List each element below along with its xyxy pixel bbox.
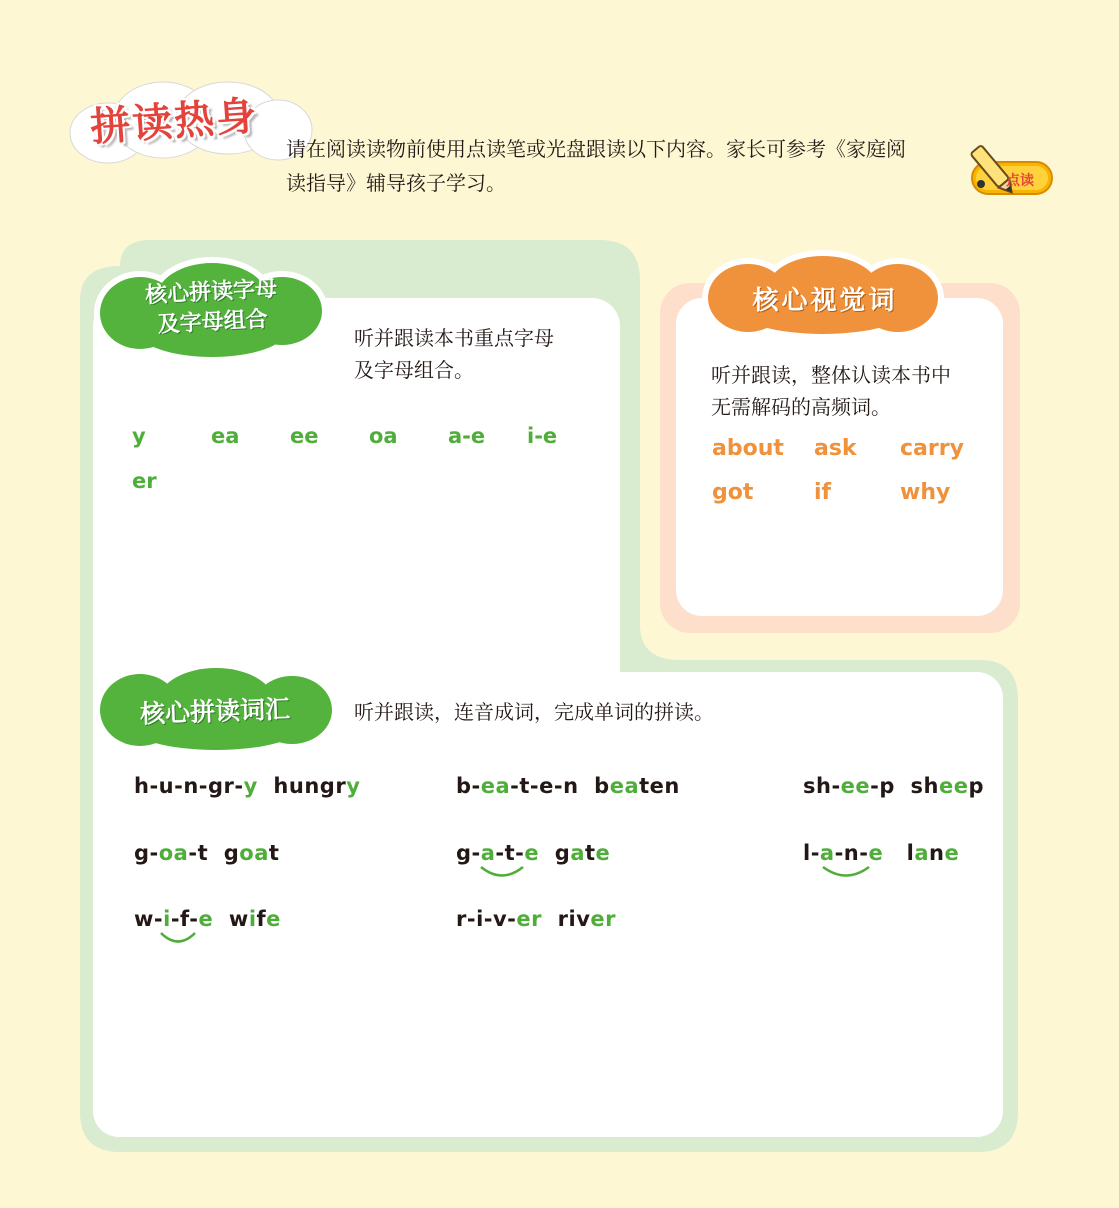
- vocab-word[interactable]: [456, 907, 616, 931]
- phonics-highlight: e: [595, 841, 611, 865]
- word-part: sh-: [803, 774, 841, 798]
- pen-badge-label: 点读: [1006, 173, 1034, 189]
- word-part: h-u-n-gr-: [134, 774, 244, 798]
- word-part: g: [539, 841, 571, 865]
- phonics-highlight: a: [819, 841, 835, 865]
- word-part: w: [213, 907, 249, 931]
- sight-word[interactable]: why: [900, 480, 951, 505]
- vocab-title: 核心拼读词汇: [139, 694, 291, 729]
- word-part: p: [968, 774, 985, 798]
- sight-word[interactable]: about: [712, 436, 784, 461]
- word-part: ten: [639, 774, 680, 798]
- letter-item[interactable]: oa: [369, 424, 398, 448]
- word-part: b-: [456, 774, 481, 798]
- word-part: t: [584, 841, 596, 865]
- vocab-word[interactable]: [456, 774, 680, 798]
- phonics-highlight: e: [524, 841, 540, 865]
- word-part: t: [268, 841, 280, 865]
- vocab-desc: 听并跟读，连音成词，完成单词的拼读。: [354, 700, 714, 724]
- phonics-highlight: a: [914, 841, 930, 865]
- letter-item[interactable]: ee: [290, 424, 319, 448]
- vocab-word[interactable]: [134, 841, 279, 865]
- phonics-highlight: ee: [840, 774, 871, 798]
- word-part: l-: [803, 841, 820, 865]
- word-part: -n-: [834, 841, 869, 865]
- sight-word[interactable]: got: [712, 480, 754, 505]
- letter-item[interactable]: y: [132, 424, 146, 448]
- sight-desc: [711, 359, 951, 423]
- letter-item[interactable]: a-e: [448, 424, 486, 448]
- letter-item[interactable]: er: [132, 469, 157, 493]
- letters-title-line-1: 核心拼读字母: [144, 276, 278, 309]
- phonics-highlight: i: [163, 907, 171, 931]
- word-part: hungr: [257, 774, 347, 798]
- phonics-highlight: er: [516, 907, 543, 931]
- magic-e-arc: [478, 864, 526, 880]
- sight-desc-line-1: 听并跟读，整体认读本书中: [711, 363, 951, 387]
- vocab-word[interactable]: [134, 774, 360, 798]
- letters-desc: [354, 322, 554, 386]
- pen-icon[interactable]: [968, 132, 1058, 202]
- sight-word[interactable]: if: [814, 480, 832, 505]
- phonics-highlight: ea: [609, 774, 640, 798]
- magic-e-arc: [820, 864, 872, 880]
- letters-title: [111, 273, 314, 343]
- page-title: 拼读热身: [88, 93, 260, 151]
- phonics-highlight: oa: [239, 841, 269, 865]
- word-part: l: [883, 841, 915, 865]
- vocab-word[interactable]: [803, 841, 959, 865]
- phonics-highlight: e: [266, 907, 281, 931]
- word-part: -f-: [170, 907, 199, 931]
- phonics-highlight: y: [243, 774, 258, 798]
- word-part: g-: [134, 841, 159, 865]
- phonics-highlight: er: [590, 907, 616, 931]
- word-part: -t-: [495, 841, 525, 865]
- vocab-word[interactable]: [803, 774, 984, 798]
- phonics-highlight: a: [570, 841, 585, 865]
- phonics-highlight: e: [198, 907, 214, 931]
- intro-line-2: 读指导》辅导孩子学习。: [286, 171, 506, 195]
- phonics-highlight: oa: [158, 841, 189, 865]
- word-part: w-: [134, 907, 164, 931]
- word-part: -t-e-n b: [510, 774, 610, 798]
- word-part: f: [256, 907, 267, 931]
- phonics-highlight: e: [868, 841, 884, 865]
- phonics-highlight: y: [346, 774, 361, 798]
- sight-title: 核心视觉词: [752, 286, 898, 316]
- word-part: r-i-v-: [456, 907, 517, 931]
- phonics-highlight: e: [944, 841, 960, 865]
- letters-desc-line-2: 及字母组合。: [354, 358, 474, 382]
- vocab-word[interactable]: [456, 841, 610, 865]
- phonics-highlight: ea: [480, 774, 511, 798]
- phonics-highlight: ee: [939, 774, 969, 798]
- word-part: -t g: [188, 841, 240, 865]
- word-part: riv: [542, 907, 591, 931]
- magic-e-arc: [158, 930, 198, 946]
- word-part: -p sh: [870, 774, 939, 798]
- phonics-highlight: a: [480, 841, 496, 865]
- sight-word[interactable]: carry: [900, 436, 964, 461]
- letter-item[interactable]: i-e: [527, 424, 558, 448]
- vocab-word[interactable]: [134, 907, 281, 931]
- letters-desc-line-1: 听并跟读本书重点字母: [354, 326, 554, 350]
- letters-title-line-2: 及字母组合: [157, 307, 269, 338]
- word-part: g-: [456, 841, 481, 865]
- phonics-highlight: i: [248, 907, 257, 931]
- word-part: n: [929, 841, 945, 865]
- sight-desc-line-2: 无需解码的高频词。: [711, 395, 891, 419]
- intro-line-1: 请在阅读读物前使用点读笔或光盘跟读以下内容。家长可参考《家庭阅: [286, 137, 906, 161]
- intro-text: [286, 132, 966, 200]
- letter-item[interactable]: ea: [211, 424, 240, 448]
- sight-word[interactable]: ask: [814, 436, 857, 461]
